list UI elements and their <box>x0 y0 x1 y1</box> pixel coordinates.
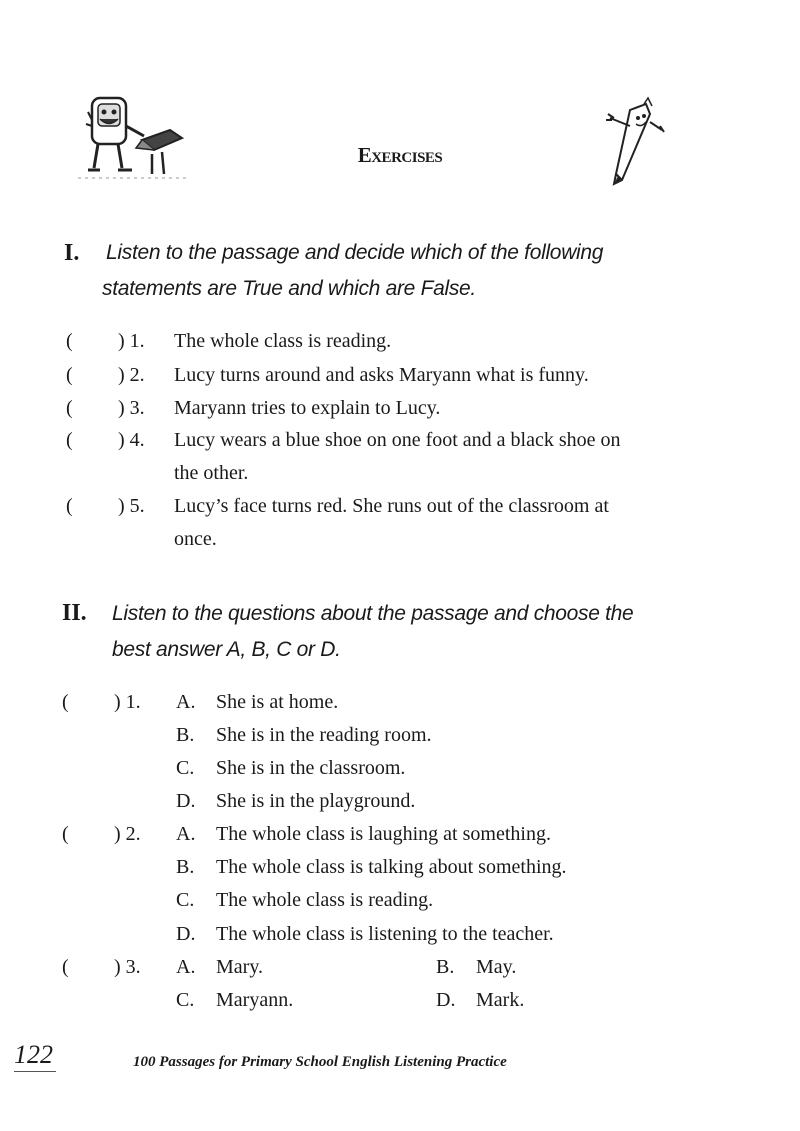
option-letter: C. <box>176 989 195 1011</box>
statement-text: Lucy’s face turns red. She runs out of the classroom at <box>174 495 609 517</box>
option-c <box>176 984 293 1016</box>
option-letter: A. <box>176 956 196 978</box>
option-a <box>176 951 263 983</box>
question-number: ) 1. <box>114 691 141 713</box>
book-title-footer: 100 Passages for Primary School English Listening Practice <box>133 1054 507 1070</box>
answer-blank[interactable]: ( <box>66 495 73 517</box>
option-d <box>176 918 554 950</box>
answer-blank[interactable]: ( <box>66 364 73 386</box>
option-text: The whole class is laughing at something. <box>216 823 551 845</box>
option-c <box>176 884 433 916</box>
page-title: Exercises <box>357 143 443 167</box>
option-c <box>176 752 405 784</box>
section-1-number: I. <box>64 240 80 266</box>
answer-blank[interactable]: ( <box>66 397 73 419</box>
option-b <box>176 851 567 883</box>
section-1-instruction-line-1: Listen to the passage and decide which of the following <box>106 241 604 264</box>
option-text: She is in the classroom. <box>216 757 406 779</box>
item-number: ) 1. <box>118 330 145 352</box>
option-text: She is in the reading room. <box>216 724 432 746</box>
statement-text: The whole class is reading. <box>174 330 392 352</box>
option-text: Maryann. <box>216 989 294 1011</box>
cartoon-character-icon <box>78 92 196 184</box>
answer-blank[interactable]: ( <box>66 429 73 451</box>
question-number: ) 3. <box>114 956 141 978</box>
statement-text: Maryann tries to explain to Lucy. <box>174 397 441 419</box>
option-letter: D. <box>176 923 196 945</box>
section-2-instruction-line-1: Listen to the questions about the passage and choose the <box>112 602 634 625</box>
option-letter: B. <box>436 956 455 978</box>
option-b <box>176 719 432 751</box>
answer-blank[interactable]: ( <box>66 330 73 352</box>
option-text: The whole class is talking about something. <box>216 856 567 878</box>
section-2-instruction-line-2: best answer A, B, C or D. <box>112 638 341 661</box>
statement-text-continued: the other. <box>174 462 249 484</box>
statement-text: Lucy turns around and asks Maryann what is funny. <box>174 364 589 386</box>
option-letter: C. <box>176 757 195 779</box>
page-number: 122 <box>14 1040 53 1069</box>
option-d <box>176 785 415 817</box>
section-2-number: II. <box>62 600 87 626</box>
option-text: May. <box>476 956 517 978</box>
item-number: ) 2. <box>118 364 145 386</box>
answer-blank[interactable]: ( <box>62 691 69 713</box>
question-number: ) 2. <box>114 823 141 845</box>
option-letter: D. <box>436 989 456 1011</box>
option-letter: B. <box>176 724 195 746</box>
answer-blank[interactable]: ( <box>62 823 69 845</box>
option-a <box>176 818 551 850</box>
answer-blank[interactable]: ( <box>62 956 69 978</box>
page-number-underline <box>14 1071 56 1072</box>
option-letter: A. <box>176 823 196 845</box>
option-text: She is at home. <box>216 691 339 713</box>
statement-text-continued: once. <box>174 528 217 550</box>
option-d <box>436 984 524 1016</box>
item-number: ) 4. <box>118 429 145 451</box>
option-letter: A. <box>176 691 196 713</box>
option-letter: B. <box>176 856 195 878</box>
option-text: The whole class is listening to the teacher. <box>216 923 554 945</box>
option-a <box>176 686 338 718</box>
option-text: Mary. <box>216 956 264 978</box>
option-b <box>436 951 516 983</box>
option-letter: D. <box>176 790 196 812</box>
item-number: ) 5. <box>118 495 145 517</box>
statement-text: Lucy wears a blue shoe on one foot and a black shoe on <box>174 429 621 451</box>
option-text: She is in the playground. <box>216 790 416 812</box>
option-text: Mark. <box>476 989 525 1011</box>
section-1-instruction-line-2: statements are True and which are False. <box>102 277 476 300</box>
option-letter: C. <box>176 889 195 911</box>
option-text: The whole class is reading. <box>216 889 434 911</box>
pencil-character-icon <box>600 96 670 188</box>
item-number: ) 3. <box>118 397 145 419</box>
